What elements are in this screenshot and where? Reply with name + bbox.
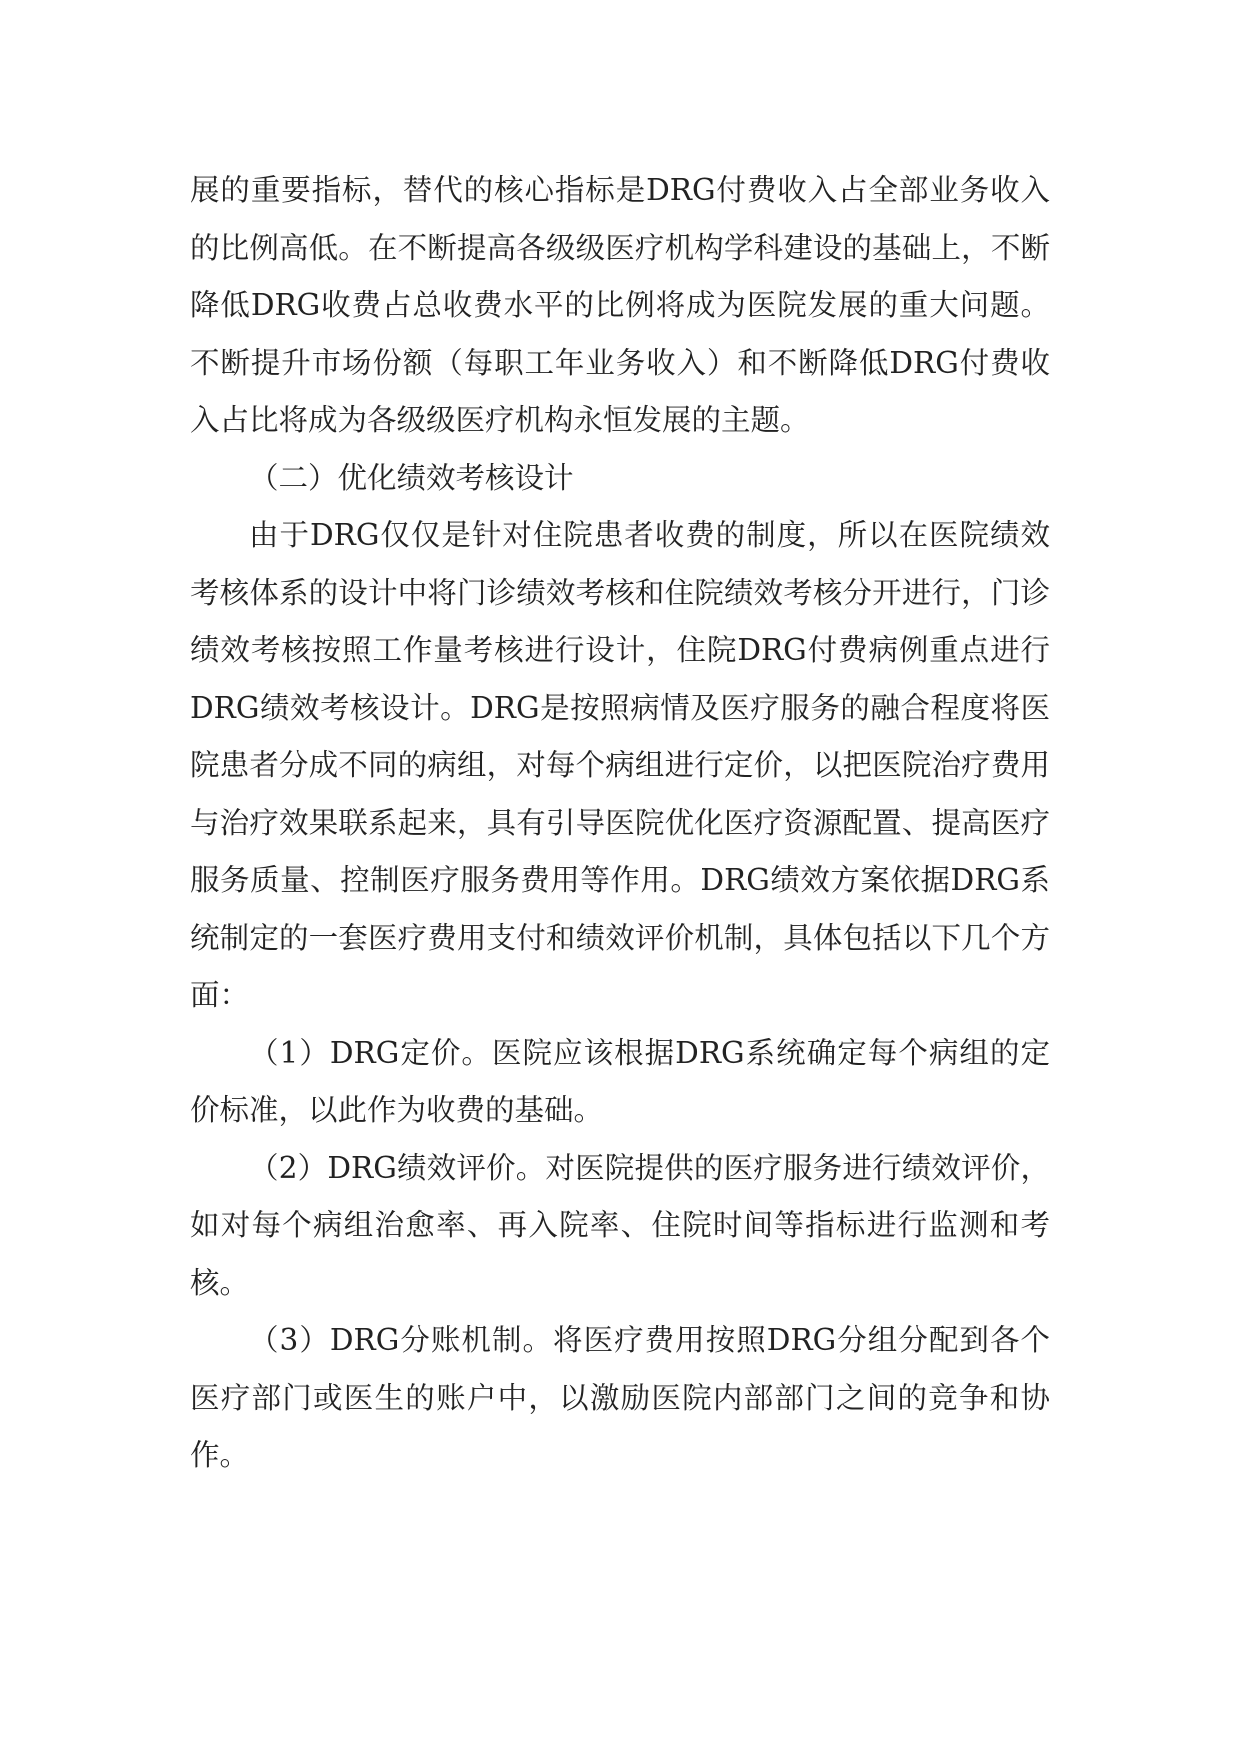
paragraph: 由于DRG仅仅是针对住院患者收费的制度，所以在医院绩效考核体系的设计中将门诊绩效考核和住院绩效考核分开进行，门诊绩效考核按照工作量考核进行设计，住院DRG付费病例重点进行DRG绩效考核设计。DRG是按照病情及医疗服务的融合程度将医院患者分成不同的病组，对每个病组进行定价，以把医院治疗费用与治疗效果联系起来，具有引导医院优化医疗资源配置、提高医疗服务质量、控制医疗服务费用等作用。DRG绩效方案依据DRG系统制定的一套医疗费用支付和绩效评价机制，具体包括以下几个方面： xyxy=(190,518,1050,1012)
document-body xyxy=(190,162,1050,1485)
list-item-2: （2）DRG绩效评价。对医院提供的医疗服务进行绩效评价，如对每个病组治愈率、再入院率、住院时间等指标进行监测和考核。 xyxy=(190,1150,1050,1300)
paragraph-continued: 展的重要指标，替代的核心指标是DRG付费收入占全部业务收入的比例高低。在不断提高各级级医疗机构学科建设的基础上，不断降低DRG收费占总收费水平的比例将成为医院发展的重大问题。不断提升市场份额（每职工年业务收入）和不断降低DRG付费收入占比将成为各级级医疗机构永恒发展的主题。 xyxy=(190,173,1050,437)
section-heading: （二）优化绩效考核设计 xyxy=(249,460,574,495)
list-item-3: （3）DRG分账机制。将医疗费用按照DRG分组分配到各个医疗部门或医生的账户中，以激励医院内部部门之间的竞争和协作。 xyxy=(190,1323,1050,1472)
list-item-1: （1）DRG定价。医院应该根据DRG系统确定每个病组的定价标准，以此作为收费的基础。 xyxy=(190,1035,1050,1127)
